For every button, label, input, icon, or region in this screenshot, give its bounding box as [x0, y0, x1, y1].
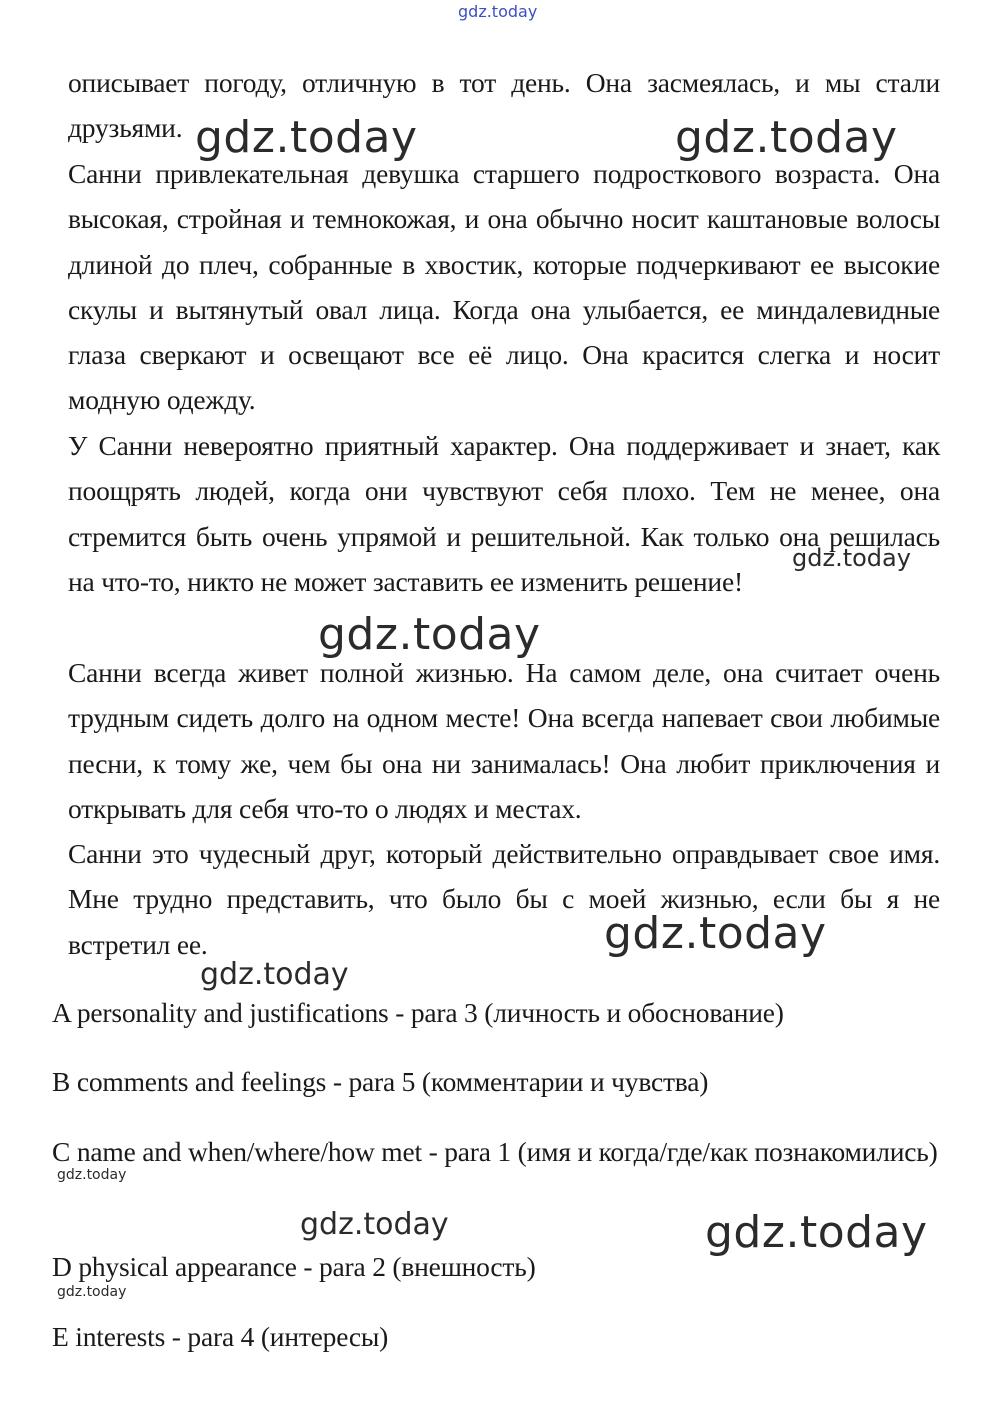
watermark-5: gdz.today — [604, 908, 827, 959]
watermark-8: gdz.today — [300, 1207, 449, 1242]
watermark-6: gdz.today — [200, 957, 349, 992]
answer-e: E interests - para 4 (интересы) — [52, 1321, 389, 1352]
watermark-3: gdz.today — [792, 544, 911, 572]
watermark-7: gdz.today — [57, 1167, 127, 1183]
watermark-9: gdz.today — [705, 1207, 928, 1258]
answer-d: D physical appearance - para 2 (внешность) — [52, 1251, 536, 1282]
watermark-1: gdz.today — [195, 112, 418, 163]
essay-paragraph-4: Санни всегда живет полной жизнью. На самом деле, она считает очень трудным сидеть долго на одном месте! Она всегда напевает свои любимые песни, к тому же, чем бы она ни занималась! Она любит приключения и открывать для себя что-то о людях и местах. — [68, 657, 940, 824]
answer-c: C name and when/where/how met - para 1 (имя и когда/где/как познакомились) — [52, 1136, 938, 1167]
essay-paragraph-2: Санни привлекательная девушка старшего подросткового возраста. Она высокая, стройная и темнокожая, и она обычно носит каштановые волосы длиной до плеч, собранные в хвостик, которые подчеркивают ее высокие скулы и вытянутый овал лица. Когда она улыбается, ее миндалевидные глаза сверкают и освещают все её лицо. Она красится слегка и носит модную одежду. — [68, 158, 940, 416]
essay-paragraph-1: описывает погоду, отличную в тот день. Она засмеялась, и мы стали друзьями. — [68, 67, 940, 144]
essay-paragraph-5: Санни это чудесный друг, который действительно оправдывает свое имя. Мне трудно представить, что было бы с моей жизнью, если бы я не встретил ее. — [68, 838, 940, 960]
answer-a: A personality and justifications - para 3 (личность и обоснование) — [52, 997, 784, 1028]
watermark-top: gdz.today — [458, 2, 538, 21]
watermark-10: gdz.today — [57, 1284, 127, 1300]
essay-paragraph-3: У Санни невероятно приятный характер. Она поддерживает и знает, как поощрять людей, когда они чувствуют себя плохо. Тем не менее, она стремится быть очень упрямой и решительной. Как только она решилась на что-то, никто не может заставить ее изменить решение! — [68, 430, 940, 597]
answer-b: B comments and feelings - para 5 (комментарии и чувства) — [52, 1066, 709, 1097]
watermark-4: gdz.today — [318, 609, 541, 660]
watermark-2: gdz.today — [675, 112, 898, 163]
